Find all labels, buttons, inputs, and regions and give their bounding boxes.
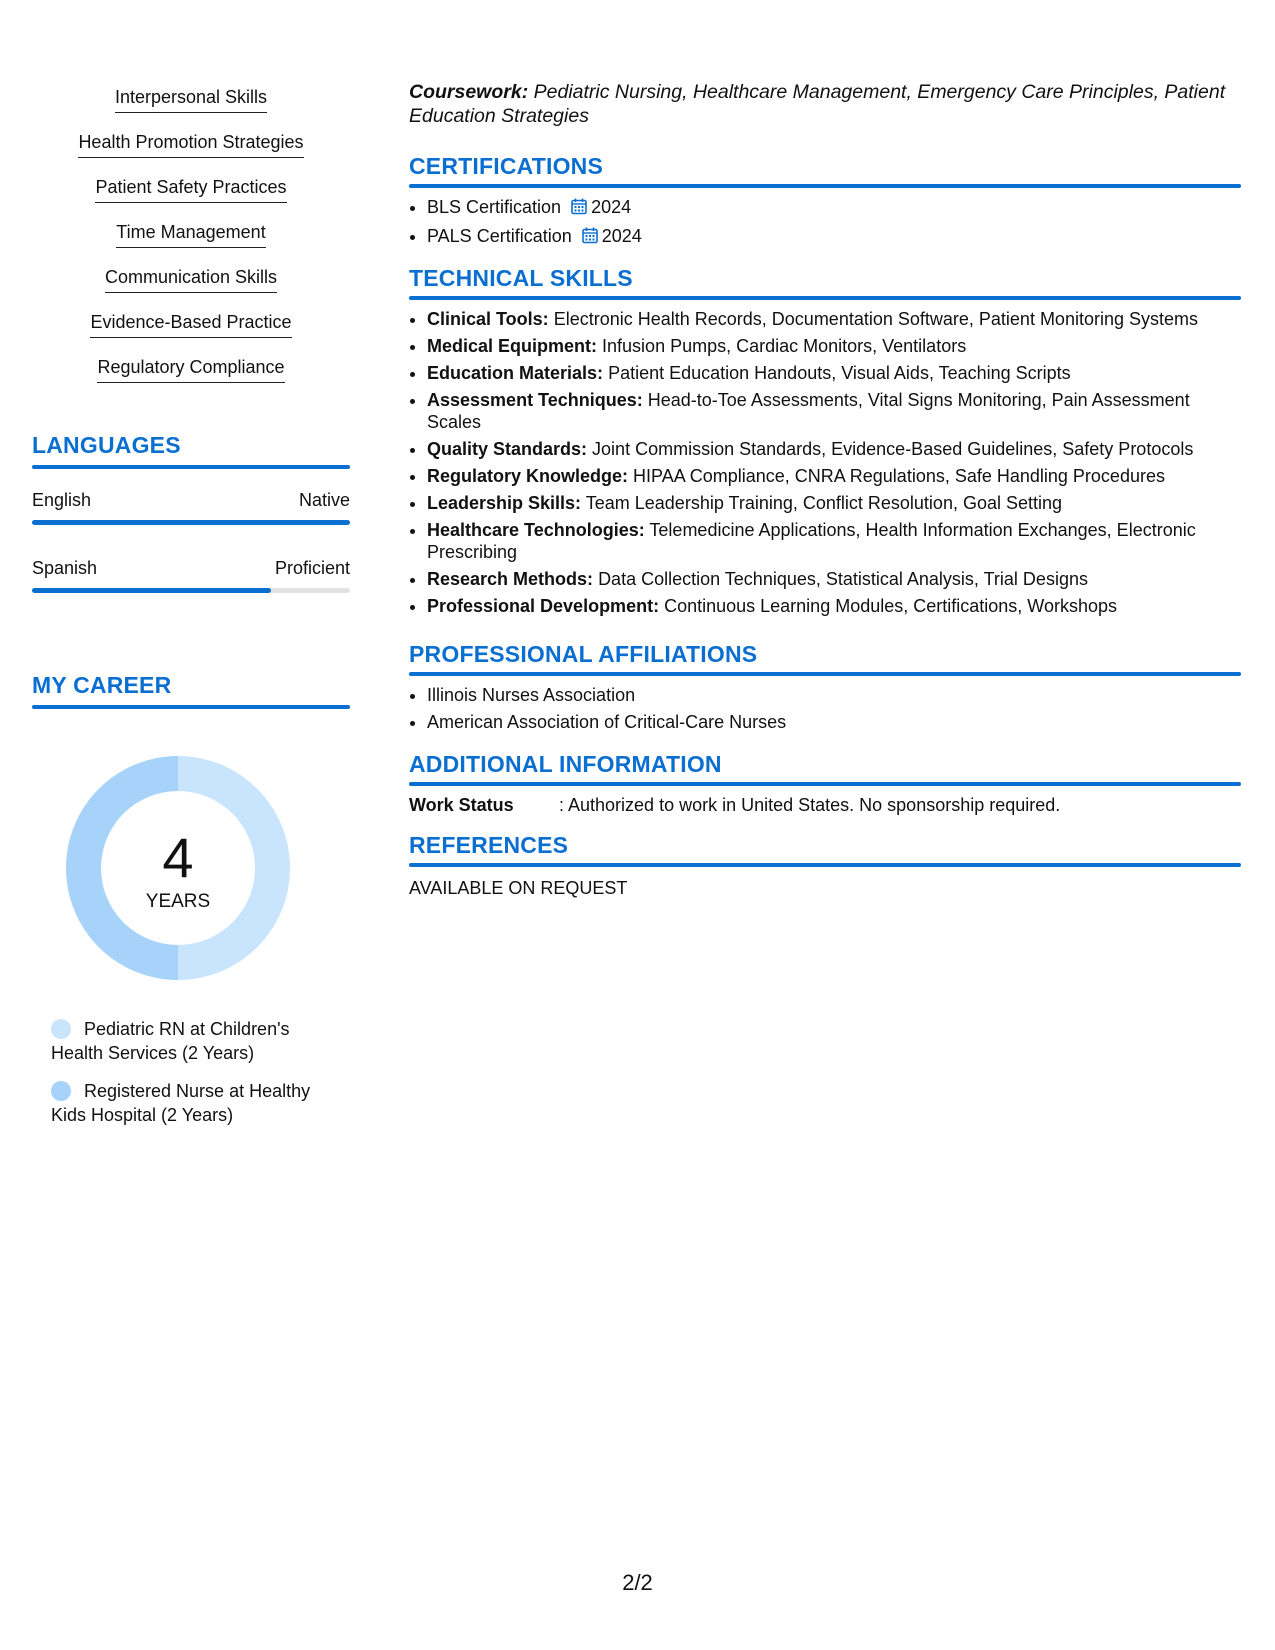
- technical-skill-item: • Quality Standards: Joint Commission Standards, Evidence-Based Guidelines, Safety Protocols: [427, 438, 1241, 460]
- skill-item: Health Promotion Strategies: [32, 131, 350, 176]
- references-title: REFERENCES: [409, 832, 569, 858]
- coursework-label: Coursework:: [409, 81, 529, 103]
- career-section: [32, 672, 350, 709]
- technical-skills-list: [409, 308, 1241, 617]
- language-bar: [32, 520, 350, 525]
- career-total-unit: YEARS: [145, 891, 211, 912]
- technical-skill-item: • Research Methods: Data Collection Techniques, Statistical Analysis, Trial Designs: [427, 568, 1241, 590]
- language-bar-fill: [32, 588, 271, 593]
- references-section: [409, 832, 1241, 899]
- additional-info-section: [409, 751, 1241, 816]
- technical-skill-item: • Medical Equipment: Infusion Pumps, Cardiac Monitors, Ventilators: [427, 335, 1241, 357]
- affiliations-title: PROFESSIONAL AFFILIATIONS: [409, 641, 758, 667]
- section-rule: [32, 465, 350, 469]
- career-legend: [51, 1017, 341, 1141]
- technical-skill-item: • Clinical Tools: Electronic Health Records, Documentation Software, Patient Monitoring Systems: [427, 308, 1241, 330]
- work-status-value: : Authorized to work in United States. No sponsorship required.: [559, 794, 1061, 815]
- affiliation-item: • American Association of Critical-Care Nurses: [427, 711, 1241, 733]
- technical-skills-title: TECHNICAL SKILLS: [409, 265, 633, 291]
- languages-section: [32, 432, 350, 593]
- technical-skill-item: • Healthcare Technologies: Telemedicine Applications, Health Information Exchanges, Electronic Prescribing: [427, 519, 1241, 563]
- skill-item: Communication Skills: [32, 266, 350, 311]
- references-text: AVAILABLE ON REQUEST: [409, 877, 628, 898]
- affiliations-section: [409, 641, 1241, 738]
- languages-title: LANGUAGES: [32, 432, 181, 458]
- affiliation-item: • Illinois Nurses Association: [427, 684, 1241, 706]
- certification-year: 2024: [591, 196, 632, 217]
- legend-item: Pediatric RN at Children's Health Services (2 Years): [51, 1019, 290, 1063]
- career-total-number: 4: [162, 826, 194, 889]
- certifications-title: CERTIFICATIONS: [409, 153, 604, 179]
- career-donut-chart: [66, 756, 290, 980]
- certifications-section: [409, 153, 1241, 254]
- section-rule: [409, 782, 1241, 786]
- skill-item: Regulatory Compliance: [32, 356, 350, 401]
- section-rule: [32, 705, 350, 709]
- skill-item: Time Management: [32, 221, 350, 266]
- technical-skill-item: • Regulatory Knowledge: HIPAA Compliance, CNRA Regulations, Safe Handling Procedures: [427, 465, 1241, 487]
- language-name: Spanish: [32, 557, 98, 578]
- skill-item: Interpersonal Skills: [32, 86, 350, 131]
- certification-name: PALS Certification: [427, 225, 572, 246]
- section-rule: [409, 296, 1241, 300]
- page-number: 2/2: [622, 1570, 653, 1595]
- section-rule: [409, 863, 1241, 867]
- calendar-icon: [582, 227, 598, 249]
- coursework: [409, 80, 1241, 128]
- technical-skills-section: [409, 265, 1241, 622]
- work-status-label: Work Status: [409, 794, 514, 815]
- technical-skill-item: • Education Materials: Patient Education Handouts, Visual Aids, Teaching Scripts: [427, 362, 1241, 384]
- career-title: MY CAREER: [32, 672, 172, 698]
- language-item: [32, 557, 350, 593]
- coursework-text: Pediatric Nursing, Healthcare Management, Emergency Care Principles, Patient Education Strategies: [409, 81, 1226, 127]
- language-level: Native: [298, 489, 350, 510]
- language-bar-fill: [32, 520, 350, 525]
- technical-skill-item: • Assessment Techniques: Head-to-Toe Assessments, Vital Signs Monitoring, Pain Assessment Scales: [427, 389, 1241, 433]
- skill-item: Patient Safety Practices: [32, 176, 350, 221]
- language-bar: [32, 588, 350, 593]
- work-status-row: [409, 794, 1241, 816]
- section-rule: [409, 672, 1241, 676]
- legend-dot: [51, 1081, 71, 1101]
- legend-item: Registered Nurse at Healthy Kids Hospital (2 Years): [51, 1081, 311, 1125]
- language-name: English: [32, 489, 92, 510]
- legend-dot: [51, 1019, 71, 1039]
- technical-skill-item: • Leadership Skills: Team Leadership Training, Conflict Resolution, Goal Setting: [427, 492, 1241, 514]
- skill-item: Evidence-Based Practice: [32, 311, 350, 356]
- section-rule: [409, 184, 1241, 188]
- language-level: Proficient: [274, 557, 350, 578]
- certification-item: [427, 225, 1241, 249]
- certifications-list: [409, 196, 1241, 249]
- technical-skill-item: • Professional Development: Continuous Learning Modules, Certifications, Workshops: [427, 595, 1241, 617]
- certification-year: 2024: [601, 225, 642, 246]
- language-item: [32, 489, 350, 525]
- certification-name: BLS Certification: [427, 196, 562, 217]
- certification-item: [427, 196, 1241, 220]
- calendar-icon: [571, 198, 587, 220]
- affiliations-list: [409, 684, 1241, 733]
- skills-list: [32, 86, 350, 401]
- additional-info-title: ADDITIONAL INFORMATION: [409, 751, 722, 777]
